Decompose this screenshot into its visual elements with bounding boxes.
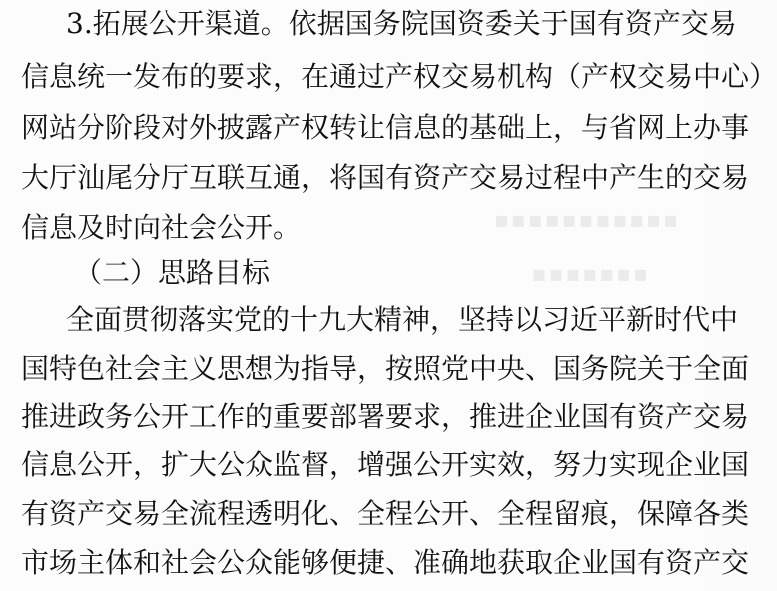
paragraph-line: 大厅汕尾分厅互联互通，将国有资产交易过程中产生的交易 <box>21 161 750 194</box>
paragraph-line: 有资产交易全流程透明化、全程公开、全程留痕，保障各类 <box>21 497 750 530</box>
section-heading: （二）思路目标 <box>74 256 271 289</box>
paragraph-line: 国特色社会主义思想为指导，按照党中央、国务院关于全面 <box>21 352 750 385</box>
paragraph-line: 网站分阶段对外披露产权转让信息的基础上，与省网上办事 <box>21 111 750 144</box>
paragraph-line: 3.拓展公开渠道。依据国务院国资委关于国有资产交易 <box>66 7 737 40</box>
bleed-through-text: ▪▪▪▪▪▪▪▪▪▪▪ <box>493 208 680 233</box>
bleed-through-text: ▪▪▪▪▪▪▪ <box>531 262 650 287</box>
paragraph-line: 信息及时向社会公开。 <box>21 211 302 244</box>
paragraph-line: 推进政务公开工作的重要部署要求，推进企业国有资产交易 <box>21 400 750 433</box>
paragraph-line: 全面贯彻落实党的十九大精神，坚持以习近平新时代中 <box>66 303 739 336</box>
paragraph-line: 市场主体和社会公众能够便捷、准确地获取企业国有资产交 <box>21 546 750 579</box>
paragraph-line: 信息公开，扩大公众监督，增强公开实效，努力实现企业国 <box>21 448 750 481</box>
paragraph-line: 信息统一发布的要求，在通过产权交易机构（产权交易中心） <box>21 60 777 93</box>
